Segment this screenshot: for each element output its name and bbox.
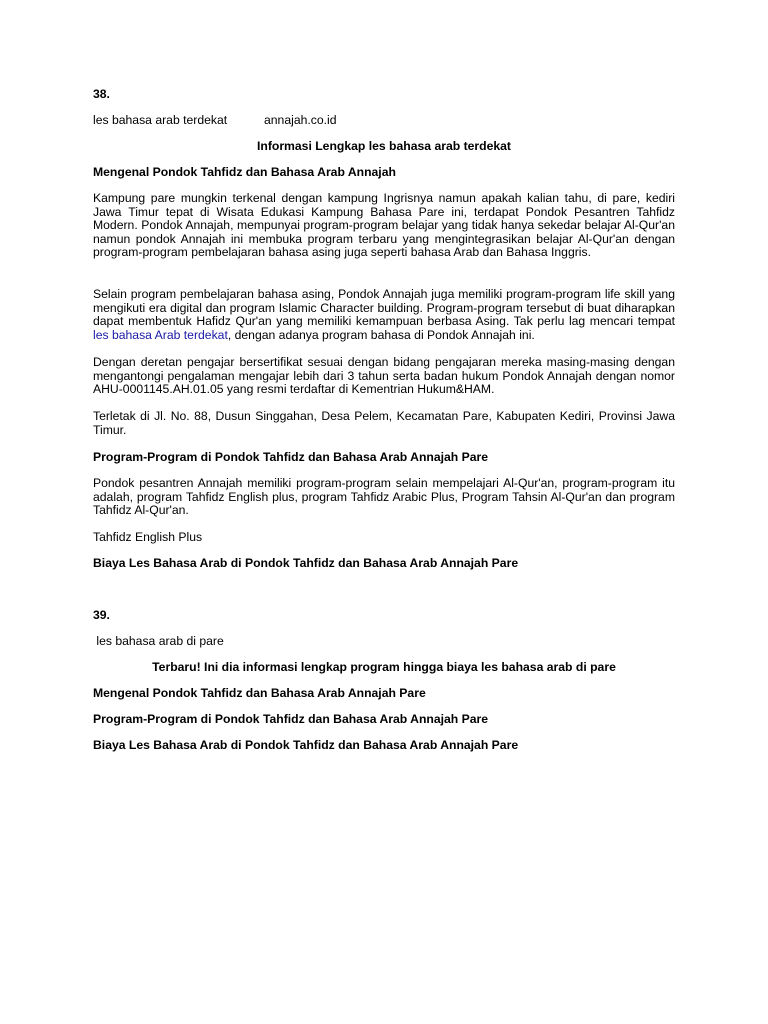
- section-39-number: 39.: [93, 608, 110, 622]
- section-38-heading-cost: Biaya Les Bahasa Arab di Pondok Tahfidz dan Bahasa Arab Annajah Pare: [93, 556, 519, 570]
- section-38-number: 38.: [93, 87, 110, 101]
- section-38-paragraph-1: Kampung pare mungkin terkenal dengan kampung Ingrisnya namun apakah kalian tahu, di pare, kediri Jawa Timur tepat di Wisata Edukasi Kampung Bahasa Pare ini, terdapat Pondok Pesantren Tahfidz Modern. Pondok Annajah, mempunyai program-program belajar yang tidak hanya sekedar belajar Al-Qur'an namun pondok Annajah ini membuka program terbaru yang mengintegrasikan belajar Al-Qur'an dengan program-program pembelajaran bahasa asing juga seperti bahasa Arab dan Bahasa Inggris.: [93, 191, 675, 259]
- section-38-paragraph-4: Terletak di Jl. No. 88, Dusun Singgahan, Desa Pelem, Kecamatan Pare, Kabupaten Kediri, Provinsi Jawa Timur.: [93, 409, 675, 437]
- section-39-keyword: les bahasa arab di pare: [93, 634, 224, 648]
- section-38-paragraph-3: Dengan deretan pengajar bersertifikat sesuai dengan bidang pengajaran mereka masing-masing dengan mengantongi pengalaman mengajar lebih dari 3 tahun serta badan hukum Pondok Annajah dengan nomor AHU-0001145.AH.01.05 yang resmi terdaftar di Kementrian Hukum&HAM.: [93, 355, 675, 396]
- section-38-heading-intro: Mengenal Pondok Tahfidz dan Bahasa Arab Annajah: [93, 165, 396, 179]
- section-38-keyword-line: [93, 114, 337, 128]
- section-38-paragraph-2-after: , dengan adanya program bahasa di Pondok Annajah ini.: [227, 327, 535, 342]
- section-39-heading-cost: Biaya Les Bahasa Arab di Pondok Tahfidz dan Bahasa Arab Annajah Pare: [93, 738, 519, 752]
- section-38-keyword: les bahasa arab terdekat: [93, 113, 228, 127]
- les-bahasa-arab-terdekat-link[interactable]: les bahasa Arab terdekat: [93, 327, 228, 342]
- section-38-heading-programs: Program-Program di Pondok Tahfidz dan Bahasa Arab Annajah Pare: [93, 450, 489, 464]
- section-38-subitem: Tahfidz English Plus: [93, 530, 203, 544]
- section-38-site: annajah.co.id: [264, 113, 337, 127]
- section-39-heading-programs: Program-Program di Pondok Tahfidz dan Bahasa Arab Annajah Pare: [93, 712, 489, 726]
- section-38-paragraph-5: Pondok pesantren Annajah memiliki program-program selain mempelajari Al-Qur'an, program-program itu adalah, program Tahfidz English plus, program Tahfidz Arabic Plus, Program Tahsin Al-Qur'an dan program Tahfidz Al-Qur'an.: [93, 476, 675, 517]
- section-39-heading-intro: Mengenal Pondok Tahfidz dan Bahasa Arab Annajah Pare: [93, 686, 426, 700]
- section-38-paragraph-2: [93, 288, 675, 342]
- section-38-title: Informasi Lengkap les bahasa arab terdekat: [256, 139, 511, 153]
- section-39-title: Terbaru! Ini dia informasi lengkap program hingga biaya les bahasa arab di pare: [152, 660, 616, 674]
- section-38-paragraph-2-before: Selain program pembelajaran bahasa asing, Pondok Annajah juga memiliki program-program life skill yang mengikuti era digital dan program Islamic Character building. Program-program tersebut di buat diharapkan dapat membentuk Hafidz Qur'an yang memiliki kemampuan berbasa Asing. Tak perlu lag mencari tempat: [93, 287, 675, 328]
